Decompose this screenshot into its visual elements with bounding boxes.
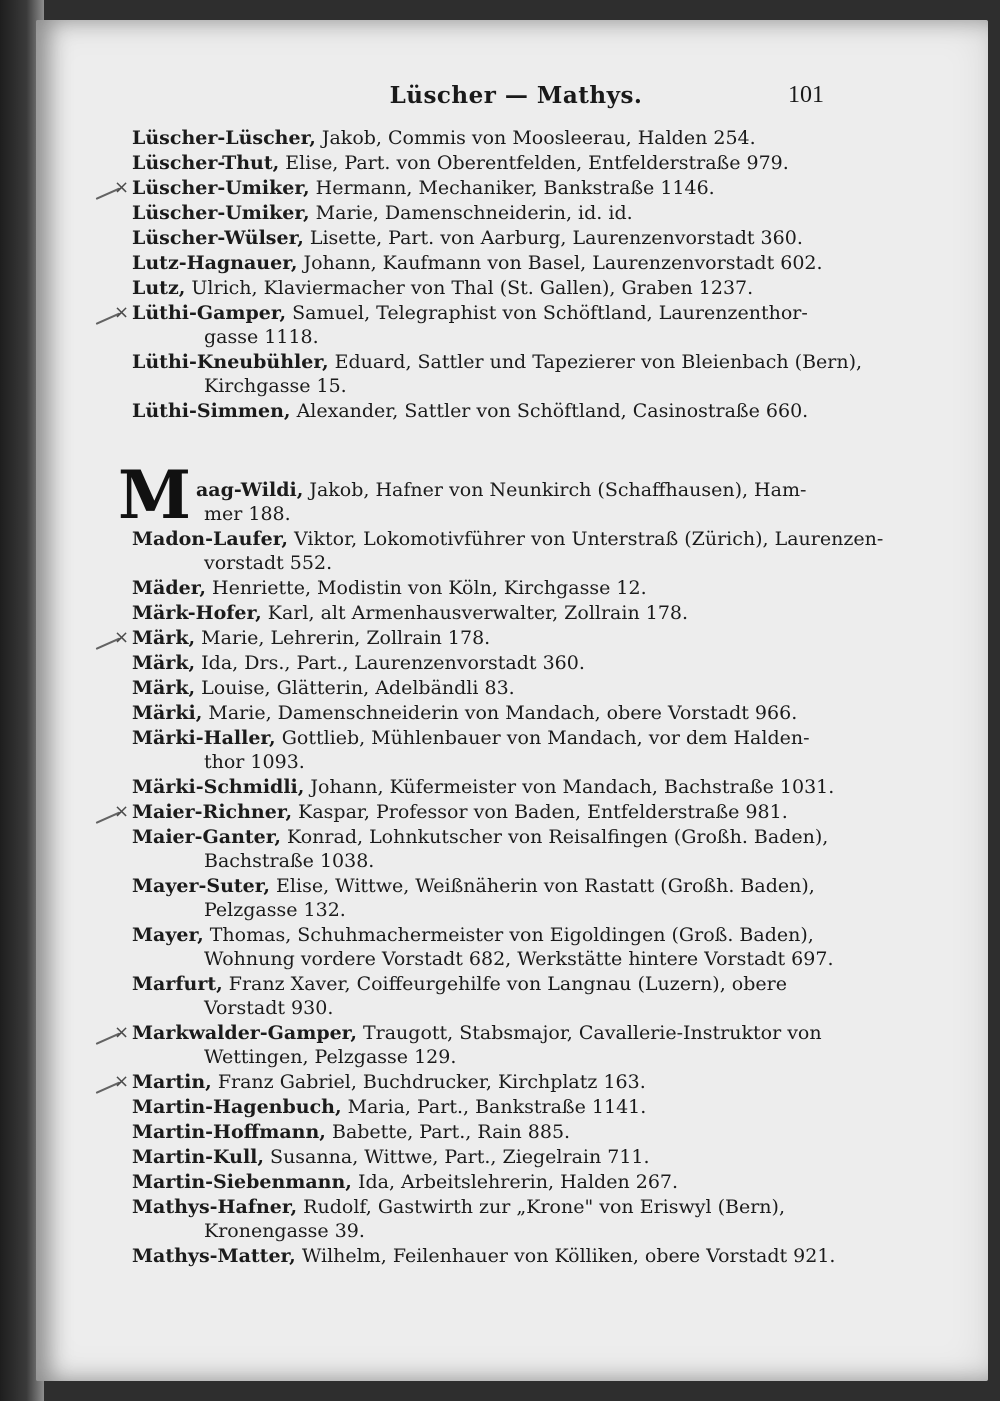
directory-entry (132, 251, 823, 275)
entry-name: Märki-Schmidli, (132, 776, 305, 798)
entry-details: Louise, Glätterin, Adelbändli 83. (195, 677, 515, 699)
entry-name: Mathys-Matter, (132, 1245, 296, 1267)
entry-name: Martin-Kull, (132, 1146, 265, 1168)
entry-details: Kaspar, Professor von Baden, Entfelderstraße 981. (292, 801, 788, 823)
entry-details: Maria, Part., Bankstraße 1141. (341, 1096, 647, 1118)
entry-continuation: Wohnung vordere Vorstadt 682, Werkstätte hintere Vorstadt 697. (204, 948, 834, 970)
entry-name: Martin-Siebenmann, (132, 1171, 352, 1193)
directory-entry (132, 527, 883, 551)
entry-continuation: Vorstadt 930. (204, 997, 334, 1019)
entry-details: Babette, Part., Rain 885. (325, 1121, 571, 1143)
running-head: Lüscher — Mathys. (389, 82, 643, 109)
directory-entry (132, 825, 828, 849)
entry-details: Rudolf, Gastwirth zur „Krone" von Eriswyl (Bern), (297, 1196, 785, 1218)
page-number: 101 (788, 82, 824, 108)
entry-name: Lutz-Hagnauer, (132, 252, 298, 274)
directory-entry (132, 1070, 646, 1094)
directory-entry (132, 972, 787, 996)
pencil-mark-icon: × (114, 1071, 130, 1092)
entry-name: Märk, (132, 627, 196, 649)
entry-name: Märki, (132, 702, 203, 724)
entry-continuation: Kirchgasse 15. (204, 375, 347, 397)
entry-continuation: mer 188. (204, 503, 291, 525)
entry-details: Hermann, Mechaniker, Bankstraße 1146. (309, 177, 715, 199)
pencil-mark-icon: × (114, 177, 130, 198)
entry-name: Mayer, (132, 924, 204, 946)
pencil-mark-icon: × (114, 302, 130, 323)
directory-entry (132, 1170, 678, 1194)
entry-continuation: thor 1093. (204, 751, 305, 773)
directory-entry (132, 726, 810, 750)
directory-entry (132, 874, 815, 898)
directory-entry (132, 1195, 785, 1219)
directory-entry (132, 676, 515, 700)
directory-entry (132, 350, 862, 374)
entry-name: Martin, (132, 1071, 212, 1093)
entry-details: Jakob, Commis von Moosleerau, Halden 254. (315, 127, 756, 149)
entry-details: Elise, Part. von Oberentfelden, Entfelderstraße 979. (279, 152, 789, 174)
directory-entry (132, 601, 688, 625)
entry-details: Traugott, Stabsmajor, Cavallerie-Instruktor von (356, 1022, 822, 1044)
entry-details: Gottlieb, Mühlenbauer von Mandach, vor dem Halden- (275, 727, 810, 749)
entry-name: Märk-Hofer, (132, 602, 262, 624)
entry-details: Susanna, Wittwe, Part., Ziegelrain 711. (264, 1146, 650, 1168)
entry-details: Lisette, Part. von Aarburg, Laurenzenvorstadt 360. (303, 227, 803, 249)
directory-entry (132, 1120, 570, 1144)
entry-details: Ida, Arbeitslehrerin, Halden 267. (351, 1171, 679, 1193)
pencil-mark-icon: × (114, 627, 130, 648)
entry-name: Mathys-Hafner, (132, 1196, 298, 1218)
entry-name: aag-Wildi, (196, 479, 304, 501)
entry-name: Lüthi-Simmen, (132, 400, 291, 422)
directory-entry (132, 201, 633, 225)
entry-details: Wilhelm, Feilenhauer von Kölliken, obere Vorstadt 921. (295, 1245, 836, 1267)
entry-details: Jakob, Hafner von Neunkirch (Schaffhausen), Ham- (303, 479, 807, 501)
entry-name: Lüscher-Wülser, (132, 227, 304, 249)
entry-details: Thomas, Schuhmachermeister von Eigoldingen (Groß. Baden), (203, 924, 814, 946)
entry-details: Johann, Kaufmann von Basel, Laurenzenvorstadt 602. (297, 252, 823, 274)
entry-name: Martin-Hagenbuch, (132, 1096, 342, 1118)
entry-name: Lutz, (132, 277, 186, 299)
entry-details: Karl, alt Armenhausverwalter, Zollrain 178. (261, 602, 689, 624)
entry-name: Martin-Hoffmann, (132, 1121, 326, 1143)
pencil-mark-icon: × (114, 1022, 130, 1043)
directory-entry (196, 478, 806, 502)
directory-entry (132, 923, 814, 947)
directory-entry (132, 226, 803, 250)
directory-entry (132, 701, 797, 725)
entry-continuation: gasse 1118. (204, 326, 319, 348)
entry-name: Märk, (132, 677, 196, 699)
entry-continuation: Pelzgasse 132. (204, 899, 346, 921)
entry-details: Eduard, Sattler und Tapezierer von Bleienbach (Bern), (328, 351, 863, 373)
entry-name: Marfurt, (132, 973, 223, 995)
directory-entry (132, 1095, 646, 1119)
entry-continuation: Wettingen, Pelzgasse 129. (204, 1046, 457, 1068)
directory-entry (132, 775, 834, 799)
entry-name: Lüscher-Umiker, (132, 177, 310, 199)
entry-details: Alexander, Sattler von Schöftland, Casinostraße 660. (290, 400, 809, 422)
entry-details: Konrad, Lohnkutscher von Reisalfingen (Großh. Baden), (281, 826, 829, 848)
entry-details: Marie, Damenschneiderin von Mandach, obere Vorstadt 966. (202, 702, 798, 724)
entry-details: Franz Xaver, Coiffeurgehilfe von Langnau (Luzern), obere (222, 973, 787, 995)
entry-name: Madon-Laufer, (132, 528, 288, 550)
entry-name: Märki-Haller, (132, 727, 276, 749)
entry-details: Franz Gabriel, Buchdrucker, Kirchplatz 163. (211, 1071, 646, 1093)
directory-entry (132, 1244, 835, 1268)
entry-continuation: Bachstraße 1038. (204, 850, 375, 872)
entry-name: Lüthi-Kneubühler, (132, 351, 329, 373)
directory-entry (132, 126, 756, 150)
entry-details: Ida, Drs., Part., Laurenzenvorstadt 360. (195, 652, 585, 674)
entry-details: Samuel, Telegraphist von Schöftland, Laurenzenthor- (286, 302, 808, 324)
directory-entry (132, 301, 808, 325)
entry-name: Lüthi-Gamper, (132, 302, 287, 324)
entry-details: Marie, Lehrerin, Zollrain 178. (195, 627, 491, 649)
entry-name: Lüscher-Thut, (132, 152, 280, 174)
entry-name: Lüscher-Umiker, (132, 202, 310, 224)
directory-entry (132, 151, 789, 175)
entry-continuation: Kronengasse 39. (204, 1220, 365, 1242)
directory-entry (132, 800, 788, 824)
directory-entry (132, 176, 715, 200)
directory-entry (132, 1021, 822, 1045)
entry-name: Mäder, (132, 577, 206, 599)
entry-details: Elise, Wittwe, Weißnäherin von Rastatt (Großh. Baden), (270, 875, 815, 897)
entry-name: Markwalder-Gamper, (132, 1022, 357, 1044)
directory-entry (132, 1145, 650, 1169)
directory-entry (132, 576, 647, 600)
entry-details: Viktor, Lokomotivführer von Unterstraß (Zürich), Laurenzen- (288, 528, 884, 550)
entry-details: Ulrich, Klaviermacher von Thal (St. Gallen), Graben 1237. (185, 277, 754, 299)
section-initial: M (118, 456, 192, 534)
pencil-mark-icon: × (114, 801, 130, 822)
entry-details: Johann, Küfermeister von Mandach, Bachstraße 1031. (304, 776, 835, 798)
entry-details: Henriette, Modistin von Köln, Kirchgasse 12. (205, 577, 647, 599)
entry-name: Lüscher-Lüscher, (132, 127, 316, 149)
directory-entry (132, 651, 585, 675)
entry-name: Maier-Ganter, (132, 826, 282, 848)
entry-name: Mayer-Suter, (132, 875, 271, 897)
entry-details: Marie, Damenschneiderin, id. id. (309, 202, 633, 224)
entry-name: Maier-Richner, (132, 801, 293, 823)
entry-continuation: vorstadt 552. (204, 552, 333, 574)
entry-name: Märk, (132, 652, 196, 674)
directory-entry (132, 399, 808, 423)
directory-entry (132, 276, 753, 300)
directory-entry (132, 626, 490, 650)
